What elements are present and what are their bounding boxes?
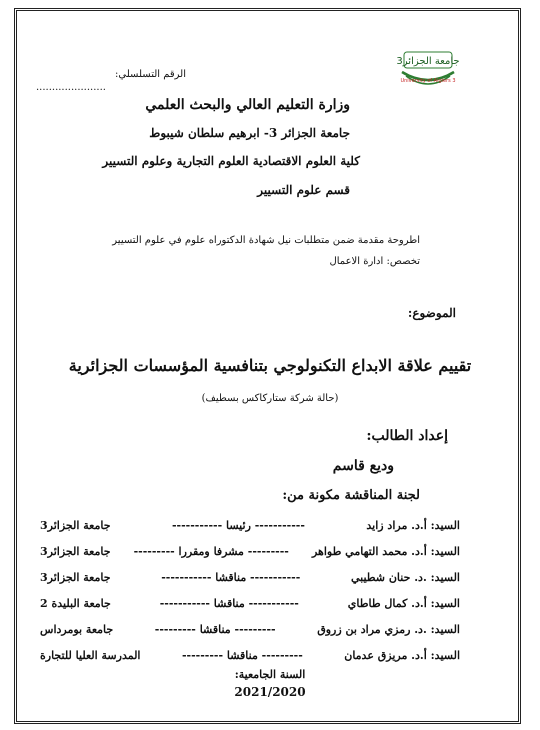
ministry-name: وزارة التعليم العالي والبحث العلمي xyxy=(145,97,350,113)
member-name: السيد: أ.د. مراد زايد xyxy=(366,519,460,532)
member-name: السيد: أ.د. مريزق عدمان xyxy=(344,649,460,662)
committee-label: لجنة المناقشة مكونة من: xyxy=(282,488,420,503)
serial-number xyxy=(36,68,186,94)
university-name: جامعة الجزائر 3- ابرهيم سلطان شيبوط xyxy=(149,126,350,140)
thesis-specialty: تخصص: ادارة الاعمال xyxy=(329,256,420,267)
student-name: وديع قاسم xyxy=(332,458,394,474)
committee-member xyxy=(40,594,460,620)
logo-latin-text: University of Algiers 3 xyxy=(400,78,456,84)
university-logo-icon xyxy=(392,42,464,94)
serial-dots: ...................... xyxy=(36,82,106,93)
department-name: قسم علوم التسيير xyxy=(257,183,350,197)
member-name: السيد: .د. حنان شطيبي xyxy=(350,571,460,584)
member-institution: جامعة بومرداس xyxy=(40,623,114,636)
committee-member xyxy=(40,516,460,542)
logo-arabic-text: جامعة الجزائر3 xyxy=(396,56,460,67)
faculty-name: كلية العلوم الاقتصادية العلوم التجارية وعلوم التسيير xyxy=(102,154,360,168)
member-role: ----------- رئيسا ----------- xyxy=(171,519,305,532)
academic-year-label: السنة الجامعية: xyxy=(234,668,306,681)
member-role: --------- مناقشا --------- xyxy=(154,623,276,636)
committee-member xyxy=(40,542,460,568)
committee-members xyxy=(40,516,460,672)
committee-member xyxy=(40,568,460,594)
member-role: --------- مشرفا ومقررا --------- xyxy=(133,545,289,558)
member-role: ----------- مناقشا ----------- xyxy=(159,597,299,610)
thesis-purpose: اطروحة مقدمة ضمن متطلبات نيل شهادة الدكتوراه علوم في علوم التسيير xyxy=(112,235,420,246)
serial-label: الرقم التسلسلي: xyxy=(115,69,186,80)
prepared-by-label: إعداد الطالب: xyxy=(366,428,448,444)
committee-member xyxy=(40,620,460,646)
academic-year-value: 2021/2020 xyxy=(234,685,306,699)
member-institution: المدرسة العليا للتجارة xyxy=(40,649,141,662)
subject-label: الموضوع: xyxy=(407,306,456,320)
member-role: --------- مناقشا --------- xyxy=(181,649,303,662)
case-study: (حالة شركة ستاركاكس بسطيف) xyxy=(201,393,339,404)
thesis-title: تقييم علاقة الابداع التكنولوجي بتنافسية المؤسسات الجزائرية xyxy=(68,356,472,375)
member-institution: جامعة الجزائر3 xyxy=(40,571,111,584)
member-name: السيد: أ.د. كمال طاطاي xyxy=(347,597,460,610)
member-role: ----------- مناقشا ----------- xyxy=(161,571,301,584)
member-institution: جامعة البليدة 2 xyxy=(40,597,111,610)
member-institution: جامعة الجزائر3 xyxy=(40,545,111,558)
member-institution: جامعة الجزائر3 xyxy=(40,519,111,532)
member-name: السيد: أ.د. محمد التهامي طواهر xyxy=(311,545,460,558)
member-name: السيد: .د. رمزي مراد بن زروق xyxy=(317,623,460,636)
